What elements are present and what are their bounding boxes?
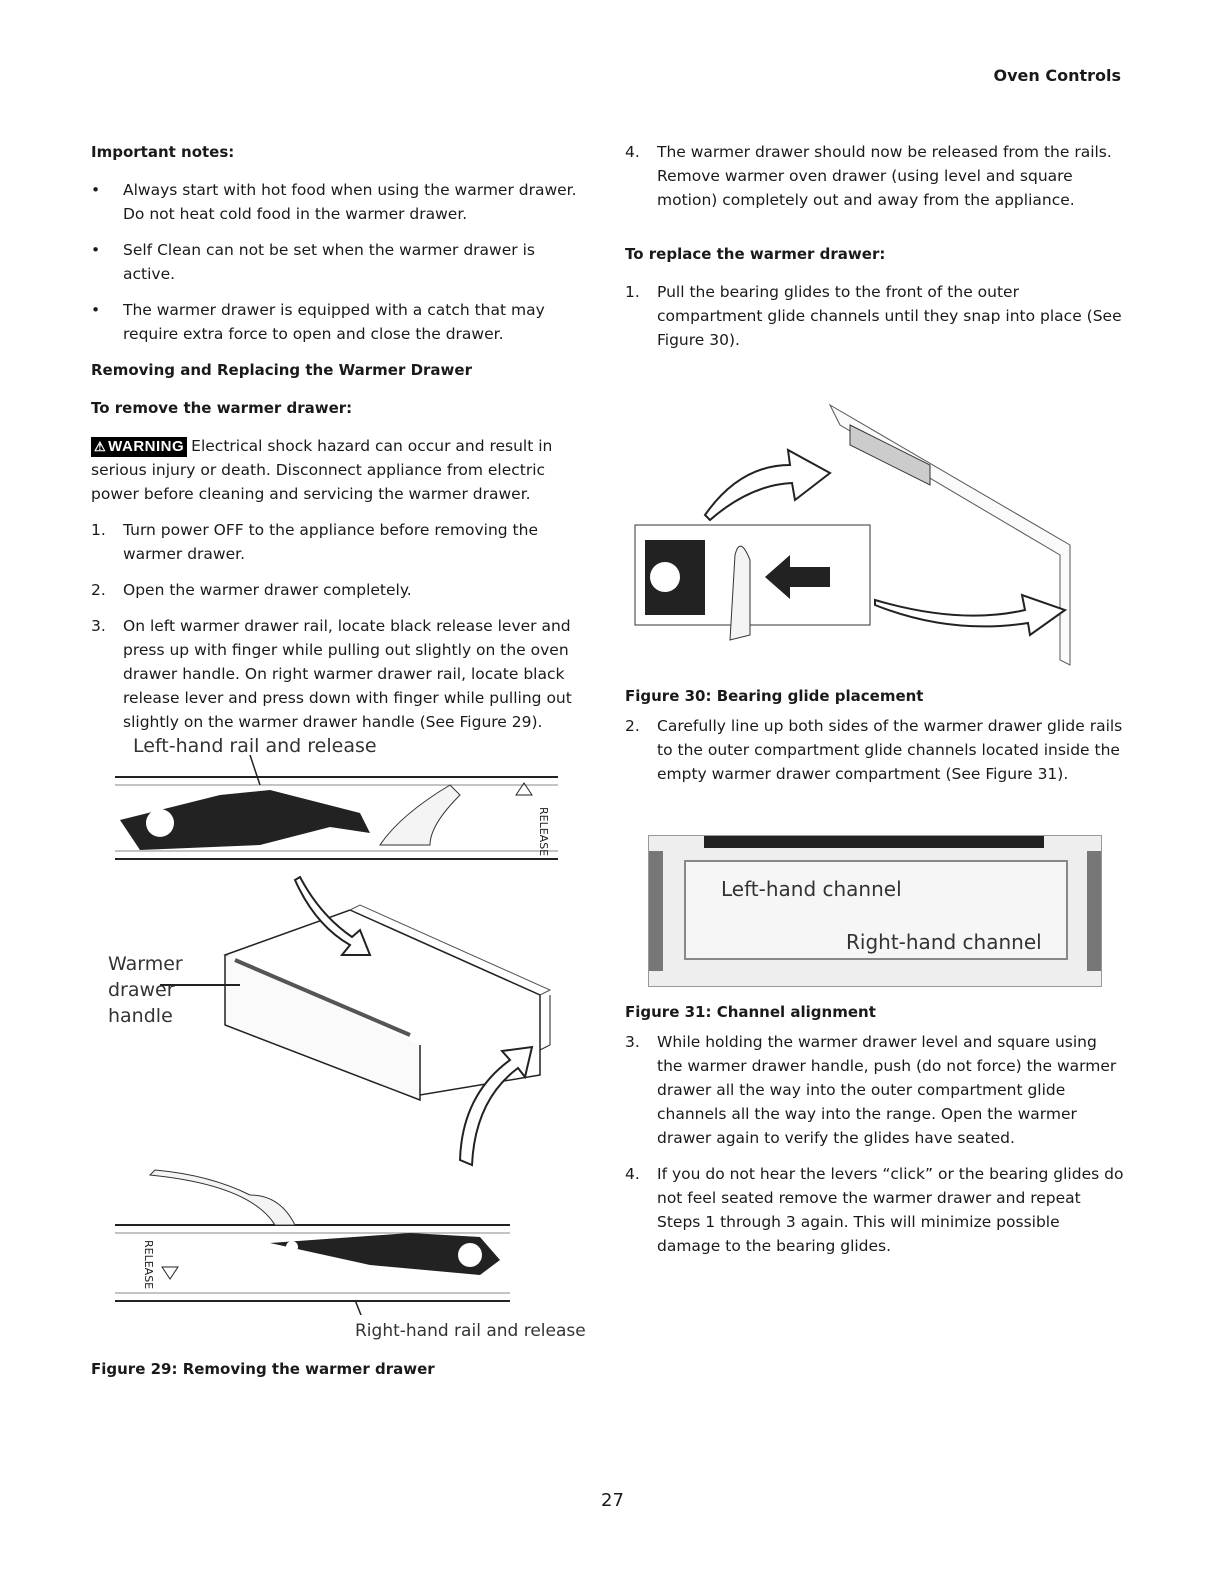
replace-step: 2. Carefully line up both sides of the warmer drawer glide rails to the outer compartment glide channels located inside the empty warmer drawer compartment (See Figure 31). bbox=[625, 717, 1123, 783]
left-rail bbox=[115, 755, 558, 859]
right-rail-label: Right-hand rail and release bbox=[355, 1321, 586, 1341]
warning-paragraph bbox=[91, 434, 591, 506]
figure-30-illustration bbox=[630, 395, 1110, 675]
replace-step: 3. While holding the warmer drawer level and square using the warmer drawer handle, push (do not force) the warmer drawer all the way into the outer compartment glide channels all the way into the range. Open the warmer drawer again to verify the glides have seated. bbox=[625, 1033, 1117, 1147]
remove-step: 3. On left warmer drawer rail, locate black release lever and press up with finger while pulling out slightly on the oven drawer handle. On right warmer drawer rail, locate black release lever and press down with finger while pulling out slightly on the warmer drawer handle (See Figure 29). bbox=[91, 617, 572, 731]
important-notes-heading: Important notes: bbox=[91, 143, 235, 161]
replace-step: 1. Pull the bearing glides to the front of the outer compartment glide channels until they snap into place (See Figure 30). bbox=[625, 283, 1122, 349]
right-column bbox=[625, 140, 1125, 364]
finger-icon bbox=[150, 1170, 295, 1225]
left-column bbox=[91, 140, 591, 746]
handle-label: Warmer drawer handle bbox=[108, 953, 183, 1027]
remove-step-4: 4. The warmer drawer should now be released from the rails. Remove warmer oven drawer (using level and square motion) completely out and away from the appliance. bbox=[625, 143, 1112, 209]
drawer-illustration bbox=[160, 877, 550, 1165]
page-number: 27 bbox=[601, 1490, 624, 1511]
figure-31-illustration bbox=[648, 835, 1102, 987]
finger-icon bbox=[380, 785, 460, 845]
left-channel-label: Left-hand channel bbox=[721, 877, 902, 901]
right-channel-label: Right-hand channel bbox=[846, 930, 1042, 954]
note-item: • Always start with hot food when using the warmer drawer. Do not heat cold food in the warmer drawer. bbox=[91, 178, 591, 226]
replace-step: 4. If you do not hear the levers “click” or the bearing glides do not feel seated remove the warmer drawer and repeat Steps 1 through 3 again. This will minimize possible damage to the bearing glides. bbox=[625, 1165, 1124, 1255]
remove-heading: To remove the warmer drawer: bbox=[91, 399, 353, 417]
down-arrow-icon bbox=[162, 1267, 178, 1279]
warning-text: Electrical shock hazard can occur and result in serious injury or death. Disconnect appliance from electric power before cleaning and servicing the warmer drawer. bbox=[91, 437, 553, 503]
figure-31-caption: Figure 31: Channel alignment bbox=[625, 1003, 876, 1021]
arrow-icon bbox=[875, 595, 1065, 635]
release-text-left: RELEASE bbox=[537, 807, 550, 857]
right-rail bbox=[115, 1170, 510, 1315]
figure-29-illustration bbox=[100, 755, 580, 1315]
section-heading: Removing and Replacing the Warmer Drawer bbox=[91, 361, 472, 379]
lever-hole-icon bbox=[146, 809, 174, 837]
curved-arrow-icon bbox=[460, 1047, 532, 1165]
warning-badge: ⚠ WARNING bbox=[91, 437, 187, 457]
lever-hole-icon bbox=[458, 1243, 482, 1267]
section-header: Oven Controls bbox=[993, 66, 1121, 85]
bearing-icon bbox=[650, 562, 680, 592]
remove-step: 1. Turn power OFF to the appliance before removing the warmer drawer. bbox=[91, 521, 538, 563]
warning-triangle-icon: ⚠ bbox=[94, 439, 107, 454]
note-item: • The warmer drawer is equipped with a catch that may require extra force to open and close the drawer. bbox=[91, 298, 591, 346]
note-item: • Self Clean can not be set when the warmer drawer is active. bbox=[91, 238, 591, 286]
arrow-icon bbox=[705, 450, 830, 520]
left-rail-label: Left-hand rail and release bbox=[133, 735, 377, 757]
figure-30-caption: Figure 30: Bearing glide placement bbox=[625, 687, 924, 705]
right-column-3 bbox=[625, 1030, 1125, 1270]
right-column-2 bbox=[625, 714, 1125, 798]
figure-29-caption: Figure 29: Removing the warmer drawer bbox=[91, 1360, 435, 1378]
remove-step: 2. Open the warmer drawer completely. bbox=[91, 581, 412, 599]
release-text-right: RELEASE bbox=[142, 1240, 155, 1290]
replace-heading: To replace the warmer drawer: bbox=[625, 245, 886, 263]
